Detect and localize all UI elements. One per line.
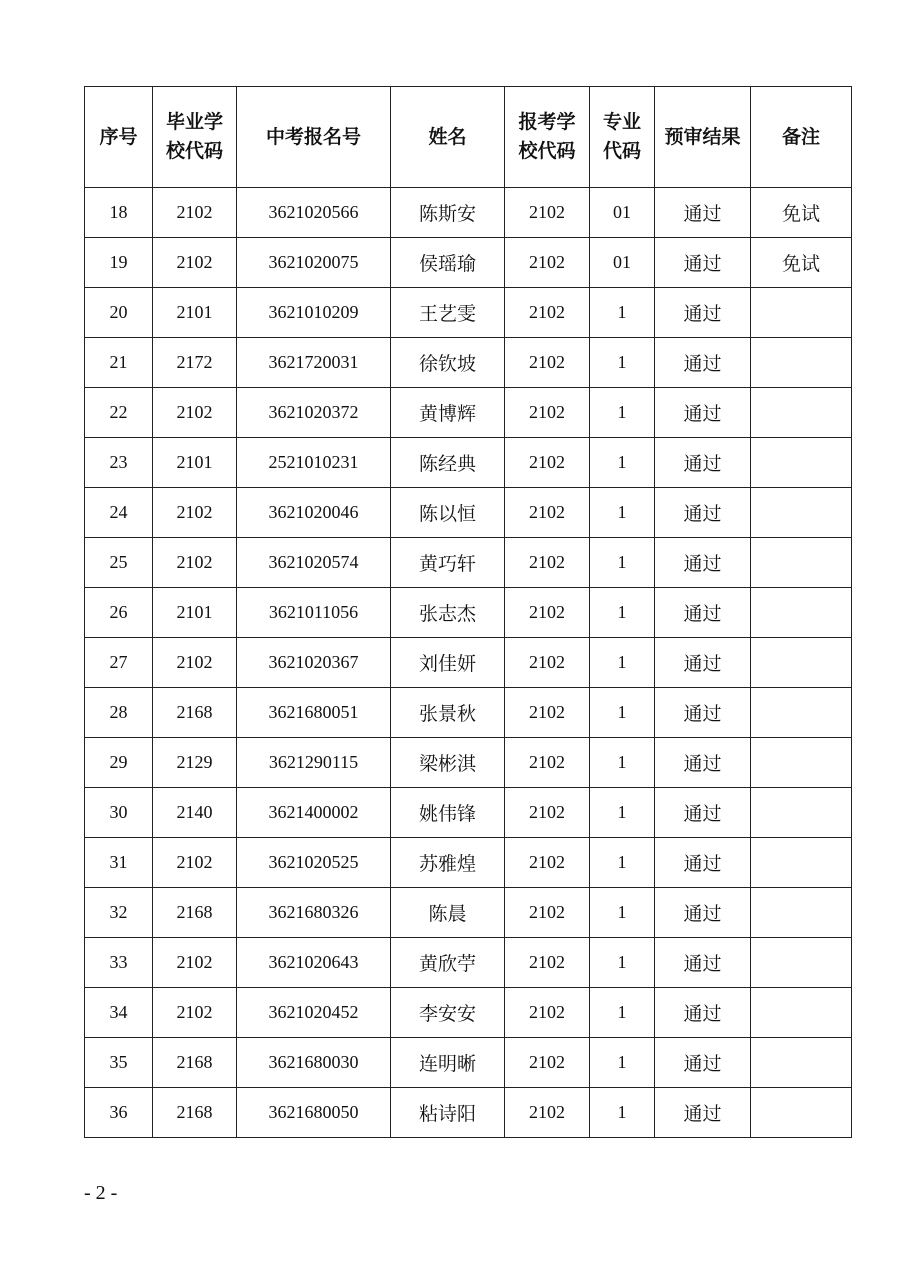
cell-major-code: 1 — [590, 938, 655, 988]
cell-name: 陈斯安 — [391, 188, 505, 238]
header-label-line: 报考学 — [518, 111, 576, 133]
cell-apply-school-code: 2102 — [505, 588, 590, 638]
cell-exam-reg-number: 3621680326 — [237, 888, 391, 938]
cell-remarks — [751, 938, 852, 988]
cell-apply-school-code: 2102 — [505, 338, 590, 388]
cell-apply-school-code: 2102 — [505, 838, 590, 888]
cell-grad-school-code: 2168 — [153, 688, 237, 738]
table-row — [85, 838, 852, 888]
cell-index: 35 — [85, 1038, 153, 1088]
table-row — [85, 988, 852, 1038]
header-label-line: 专业 — [602, 111, 641, 133]
cell-index: 32 — [85, 888, 153, 938]
cell-index: 29 — [85, 738, 153, 788]
cell-prereview-result: 通过 — [655, 388, 751, 438]
cell-prereview-result: 通过 — [655, 1038, 751, 1088]
cell-name: 侯瑶瑜 — [391, 238, 505, 288]
cell-remarks: 免试 — [751, 238, 852, 288]
table-row — [85, 638, 852, 688]
table-row — [85, 738, 852, 788]
cell-exam-reg-number: 3621020075 — [237, 238, 391, 288]
cell-name: 梁彬淇 — [391, 738, 505, 788]
cell-index: 20 — [85, 288, 153, 338]
cell-major-code: 1 — [590, 738, 655, 788]
cell-index: 24 — [85, 488, 153, 538]
cell-name: 张景秋 — [391, 688, 505, 738]
cell-prereview-result: 通过 — [655, 988, 751, 1038]
cell-remarks — [751, 688, 852, 738]
cell-major-code: 1 — [590, 488, 655, 538]
header-label-line: 校代码 — [518, 140, 576, 162]
table-row — [85, 1038, 852, 1088]
cell-major-code: 1 — [590, 538, 655, 588]
cell-grad-school-code: 2168 — [153, 888, 237, 938]
header-label-line: 代码 — [602, 140, 641, 162]
cell-grad-school-code: 2101 — [153, 288, 237, 338]
cell-remarks — [751, 288, 852, 338]
cell-prereview-result: 通过 — [655, 238, 751, 288]
cell-name: 张志杰 — [391, 588, 505, 638]
table-row — [85, 1088, 852, 1138]
header-prereview-result — [655, 87, 751, 188]
cell-apply-school-code: 2102 — [505, 438, 590, 488]
cell-major-code: 1 — [590, 1088, 655, 1138]
page-number: - 2 - — [84, 1182, 118, 1204]
cell-major-code: 1 — [590, 288, 655, 338]
cell-remarks — [751, 788, 852, 838]
cell-name: 姚伟锋 — [391, 788, 505, 838]
cell-grad-school-code: 2168 — [153, 1088, 237, 1138]
cell-apply-school-code: 2102 — [505, 988, 590, 1038]
header-row — [85, 87, 852, 188]
table-row — [85, 688, 852, 738]
cell-major-code: 1 — [590, 788, 655, 838]
cell-name: 连明晰 — [391, 1038, 505, 1088]
cell-prereview-result: 通过 — [655, 938, 751, 988]
cell-apply-school-code: 2102 — [505, 388, 590, 438]
header-major-code — [590, 87, 655, 188]
cell-remarks — [751, 1088, 852, 1138]
cell-grad-school-code: 2102 — [153, 488, 237, 538]
cell-index: 27 — [85, 638, 153, 688]
cell-prereview-result: 通过 — [655, 338, 751, 388]
cell-apply-school-code: 2102 — [505, 538, 590, 588]
cell-index: 26 — [85, 588, 153, 638]
cell-exam-reg-number: 3621020566 — [237, 188, 391, 238]
cell-exam-reg-number: 3621020525 — [237, 838, 391, 888]
cell-exam-reg-number: 3621400002 — [237, 788, 391, 838]
table-row — [85, 588, 852, 638]
cell-index: 19 — [85, 238, 153, 288]
header-label-line: 中考报名号 — [265, 125, 361, 148]
cell-major-code: 1 — [590, 1038, 655, 1088]
cell-exam-reg-number: 3621290115 — [237, 738, 391, 788]
cell-name: 李安安 — [391, 988, 505, 1038]
cell-apply-school-code: 2102 — [505, 638, 590, 688]
cell-major-code: 1 — [590, 888, 655, 938]
table-row — [85, 938, 852, 988]
cell-index: 21 — [85, 338, 153, 388]
header-index — [85, 87, 153, 188]
cell-prereview-result: 通过 — [655, 788, 751, 838]
cell-exam-reg-number: 3621020574 — [237, 538, 391, 588]
table-body — [85, 188, 852, 1138]
cell-index: 30 — [85, 788, 153, 838]
cell-exam-reg-number: 3621020046 — [237, 488, 391, 538]
cell-apply-school-code: 2102 — [505, 188, 590, 238]
header-label-line: 预审结果 — [664, 125, 741, 148]
cell-name: 陈以恒 — [391, 488, 505, 538]
cell-index: 31 — [85, 838, 153, 888]
cell-name: 黄巧轩 — [391, 538, 505, 588]
cell-index: 28 — [85, 688, 153, 738]
cell-prereview-result: 通过 — [655, 888, 751, 938]
cell-exam-reg-number: 3621020367 — [237, 638, 391, 688]
table-row — [85, 238, 852, 288]
cell-index: 18 — [85, 188, 153, 238]
header-remarks — [751, 87, 852, 188]
table-row — [85, 888, 852, 938]
cell-exam-reg-number: 3621010209 — [237, 288, 391, 338]
cell-remarks — [751, 888, 852, 938]
header-label-line: 毕业学 — [165, 111, 223, 133]
table-row — [85, 188, 852, 238]
cell-index: 36 — [85, 1088, 153, 1138]
cell-name: 徐钦坡 — [391, 338, 505, 388]
cell-apply-school-code: 2102 — [505, 888, 590, 938]
cell-grad-school-code: 2102 — [153, 188, 237, 238]
cell-prereview-result: 通过 — [655, 438, 751, 488]
cell-name: 陈晨 — [391, 888, 505, 938]
cell-exam-reg-number: 3621680030 — [237, 1038, 391, 1088]
table-row — [85, 388, 852, 438]
cell-grad-school-code: 2102 — [153, 638, 237, 688]
cell-remarks — [751, 438, 852, 488]
cell-remarks — [751, 488, 852, 538]
cell-index: 22 — [85, 388, 153, 438]
cell-name: 刘佳妍 — [391, 638, 505, 688]
cell-apply-school-code: 2102 — [505, 688, 590, 738]
cell-index: 34 — [85, 988, 153, 1038]
cell-major-code: 01 — [590, 238, 655, 288]
table-row — [85, 438, 852, 488]
cell-grad-school-code: 2102 — [153, 238, 237, 288]
cell-apply-school-code: 2102 — [505, 788, 590, 838]
cell-exam-reg-number: 3621020452 — [237, 988, 391, 1038]
header-label-line: 校代码 — [165, 140, 223, 162]
cell-prereview-result: 通过 — [655, 588, 751, 638]
cell-remarks — [751, 838, 852, 888]
table-row — [85, 488, 852, 538]
cell-grad-school-code: 2102 — [153, 938, 237, 988]
table-row — [85, 788, 852, 838]
header-label-line: 序号 — [99, 125, 138, 148]
cell-exam-reg-number: 3621020643 — [237, 938, 391, 988]
cell-major-code: 1 — [590, 388, 655, 438]
header-label-line: 姓名 — [428, 125, 467, 148]
cell-remarks — [751, 538, 852, 588]
cell-remarks — [751, 1038, 852, 1088]
cell-grad-school-code: 2168 — [153, 1038, 237, 1088]
cell-grad-school-code: 2102 — [153, 538, 237, 588]
cell-apply-school-code: 2102 — [505, 288, 590, 338]
cell-remarks — [751, 738, 852, 788]
cell-name: 粘诗阳 — [391, 1088, 505, 1138]
cell-prereview-result: 通过 — [655, 688, 751, 738]
cell-grad-school-code: 2102 — [153, 838, 237, 888]
cell-remarks — [751, 988, 852, 1038]
cell-grad-school-code: 2102 — [153, 388, 237, 438]
cell-prereview-result: 通过 — [655, 288, 751, 338]
cell-remarks: 免试 — [751, 188, 852, 238]
cell-remarks — [751, 638, 852, 688]
cell-prereview-result: 通过 — [655, 488, 751, 538]
cell-major-code: 1 — [590, 838, 655, 888]
cell-major-code: 1 — [590, 338, 655, 388]
cell-name: 陈经典 — [391, 438, 505, 488]
cell-grad-school-code: 2101 — [153, 438, 237, 488]
cell-remarks — [751, 388, 852, 438]
cell-prereview-result: 通过 — [655, 1088, 751, 1138]
cell-index: 23 — [85, 438, 153, 488]
cell-prereview-result: 通过 — [655, 738, 751, 788]
table-row — [85, 538, 852, 588]
cell-exam-reg-number: 2521010231 — [237, 438, 391, 488]
cell-prereview-result: 通过 — [655, 538, 751, 588]
header-apply-school-code — [505, 87, 590, 188]
cell-major-code: 1 — [590, 688, 655, 738]
cell-major-code: 1 — [590, 988, 655, 1038]
cell-name: 苏雅煌 — [391, 838, 505, 888]
cell-name: 王艺雯 — [391, 288, 505, 338]
cell-apply-school-code: 2102 — [505, 1088, 590, 1138]
cell-exam-reg-number: 3621720031 — [237, 338, 391, 388]
cell-exam-reg-number: 3621680051 — [237, 688, 391, 738]
table-row — [85, 338, 852, 388]
cell-exam-reg-number: 3621020372 — [237, 388, 391, 438]
cell-grad-school-code: 2140 — [153, 788, 237, 838]
header-grad-school-code — [153, 87, 237, 188]
cell-grad-school-code: 2172 — [153, 338, 237, 388]
cell-apply-school-code: 2102 — [505, 938, 590, 988]
header-name — [391, 87, 505, 188]
cell-grad-school-code: 2101 — [153, 588, 237, 638]
table-row — [85, 288, 852, 338]
cell-grad-school-code: 2129 — [153, 738, 237, 788]
cell-major-code: 1 — [590, 438, 655, 488]
cell-major-code: 1 — [590, 638, 655, 688]
cell-index: 33 — [85, 938, 153, 988]
cell-name: 黄博辉 — [391, 388, 505, 438]
cell-index: 25 — [85, 538, 153, 588]
cell-apply-school-code: 2102 — [505, 488, 590, 538]
cell-apply-school-code: 2102 — [505, 1038, 590, 1088]
header-label-line: 备注 — [781, 125, 820, 148]
table-header — [85, 87, 852, 188]
cell-name: 黄欣苧 — [391, 938, 505, 988]
cell-remarks — [751, 338, 852, 388]
cell-exam-reg-number: 3621011056 — [237, 588, 391, 638]
cell-apply-school-code: 2102 — [505, 738, 590, 788]
cell-exam-reg-number: 3621680050 — [237, 1088, 391, 1138]
cell-remarks — [751, 588, 852, 638]
cell-prereview-result: 通过 — [655, 188, 751, 238]
header-exam-reg-number — [237, 87, 391, 188]
cell-major-code: 1 — [590, 588, 655, 638]
cell-prereview-result: 通过 — [655, 638, 751, 688]
cell-major-code: 01 — [590, 188, 655, 238]
cell-prereview-result: 通过 — [655, 838, 751, 888]
cell-apply-school-code: 2102 — [505, 238, 590, 288]
cell-grad-school-code: 2102 — [153, 988, 237, 1038]
review-results-table — [84, 86, 852, 1138]
